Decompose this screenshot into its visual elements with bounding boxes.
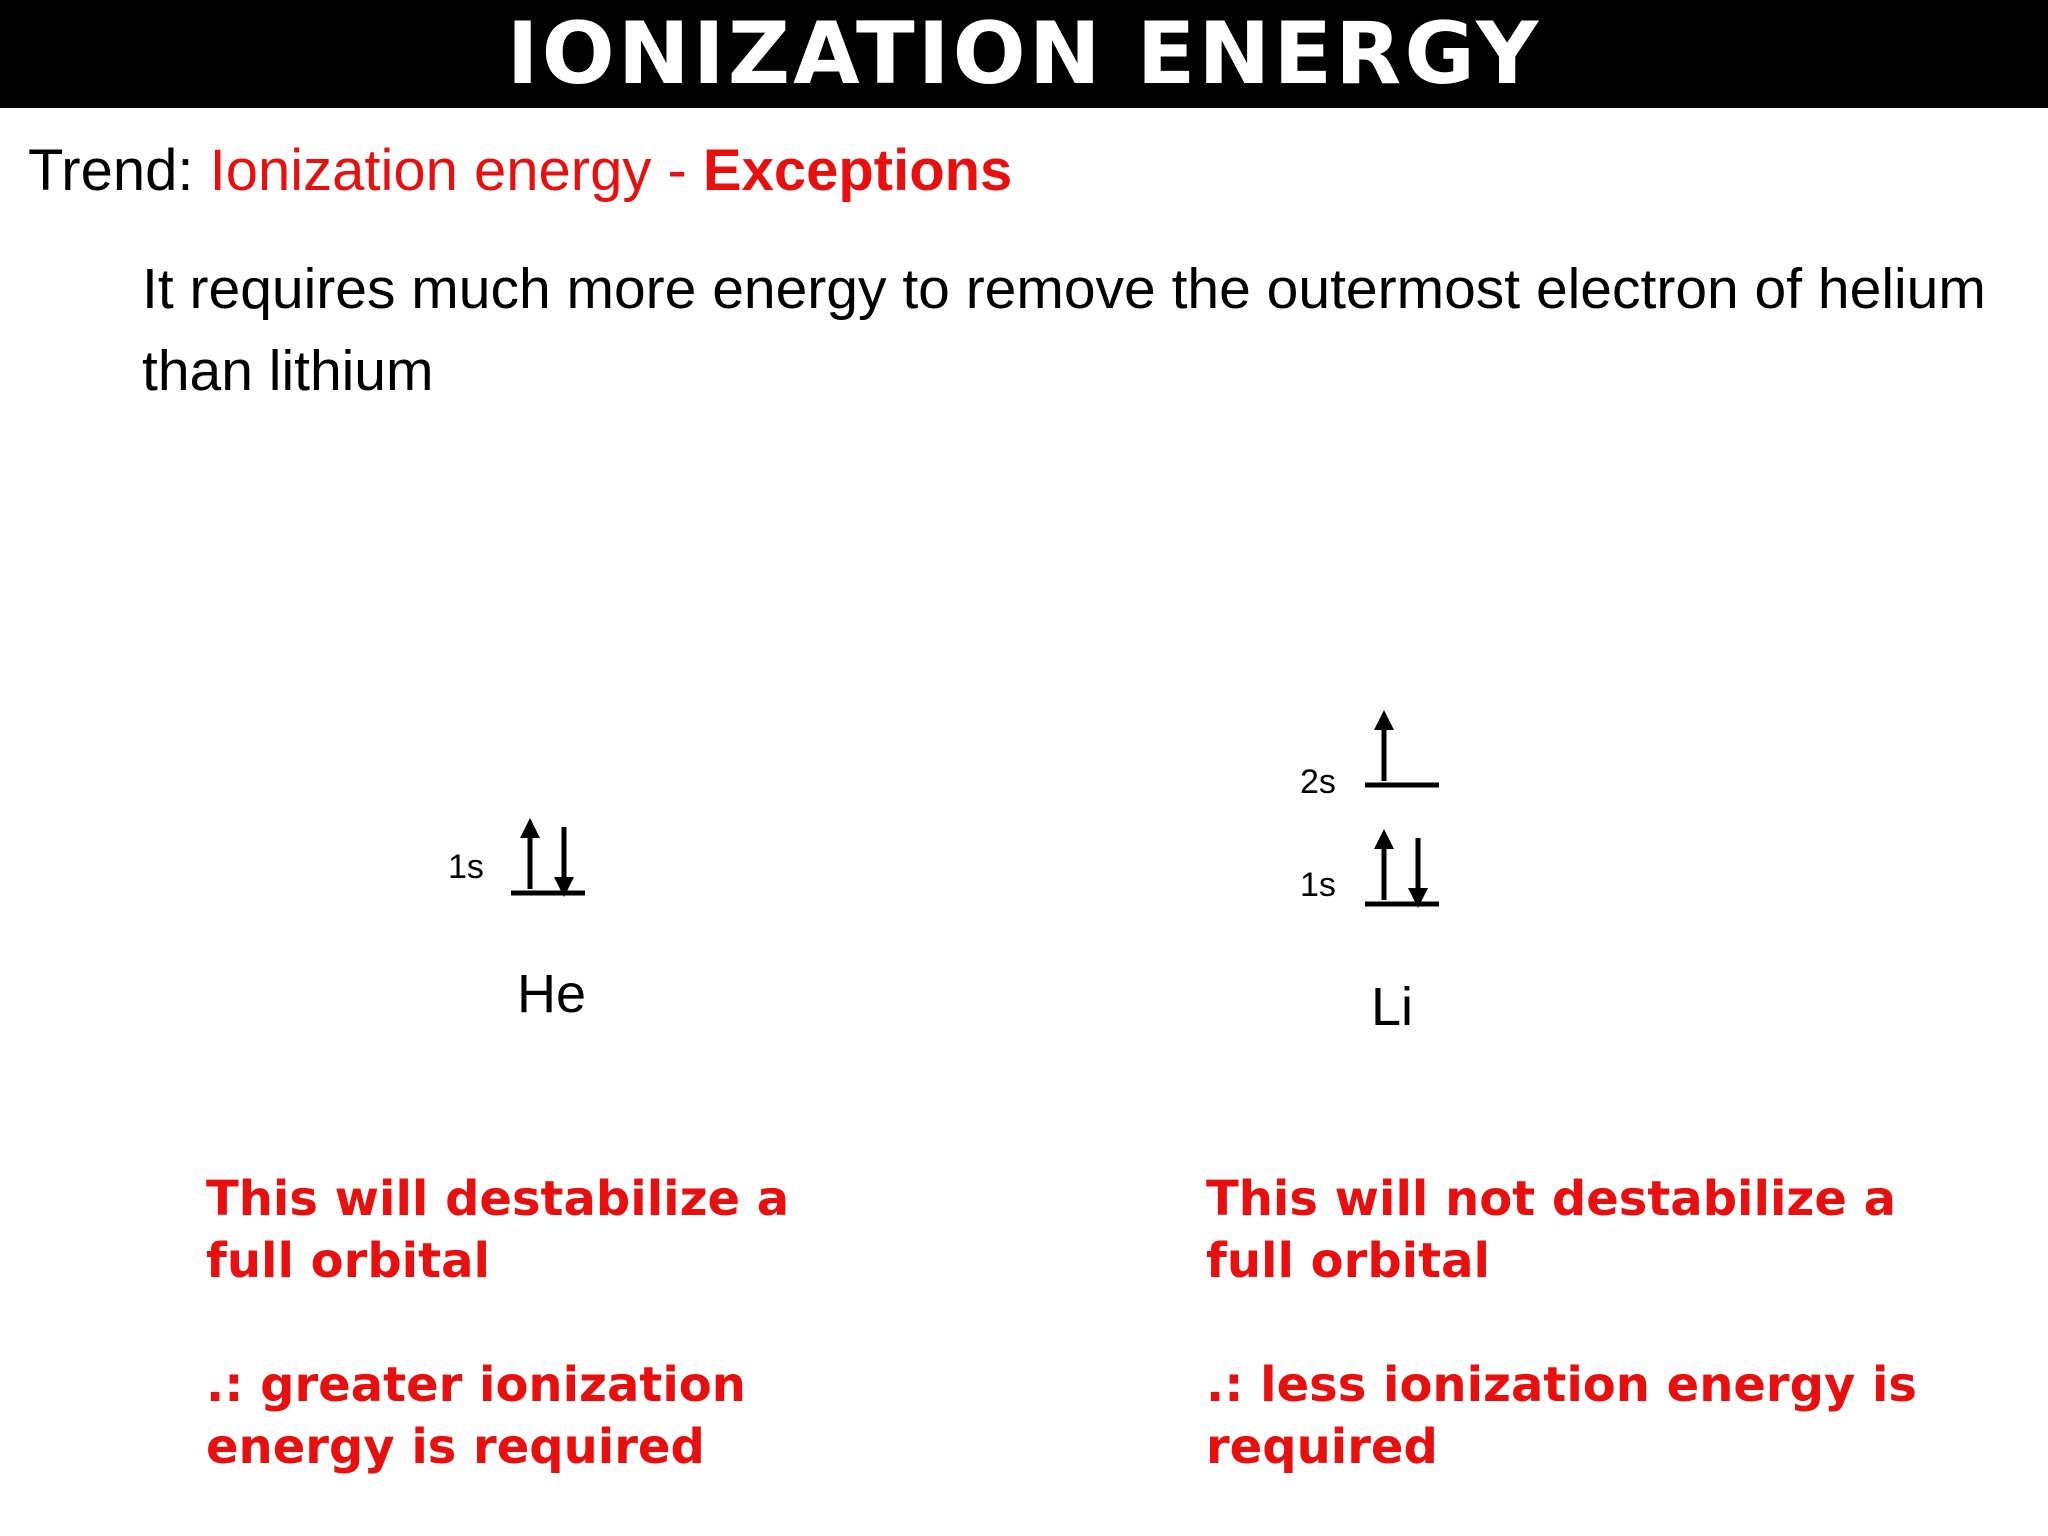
lithium-orbital-1s bbox=[1300, 838, 1439, 904]
lithium-orbital-2s bbox=[1300, 720, 1439, 801]
lithium-symbol: Li bbox=[1371, 977, 1414, 1037]
helium-orbital-1s bbox=[448, 827, 585, 893]
trend-prefix: Trend: bbox=[28, 138, 210, 203]
lithium-note-destabilize: This will not destabilize a full orbital bbox=[1206, 1171, 1896, 1289]
helium-note-destabilize: This will destabilize a full orbital bbox=[206, 1171, 790, 1289]
lithium-explanation bbox=[1206, 1168, 1926, 1478]
main-statement: It requires much more energy to remove the outermost electron of helium than lithium bbox=[142, 257, 1986, 403]
trend-topic: Ionization energy bbox=[209, 138, 652, 203]
slide-title: IONIZATION ENERGY bbox=[506, 4, 1542, 104]
helium-1s-label: 1s bbox=[448, 848, 484, 886]
lithium-2s-label: 2s bbox=[1300, 763, 1336, 801]
helium-explanation bbox=[206, 1168, 886, 1478]
lithium-note-conclusion: .: less ionization energy is required bbox=[1206, 1357, 1917, 1475]
trend-exceptions: Exceptions bbox=[702, 138, 1013, 203]
helium-note-conclusion: .: greater ionization energy is required bbox=[206, 1357, 746, 1475]
helium-symbol: He bbox=[517, 964, 587, 1024]
trend-separator: - bbox=[651, 138, 703, 203]
lithium-1s-label: 1s bbox=[1300, 866, 1336, 904]
